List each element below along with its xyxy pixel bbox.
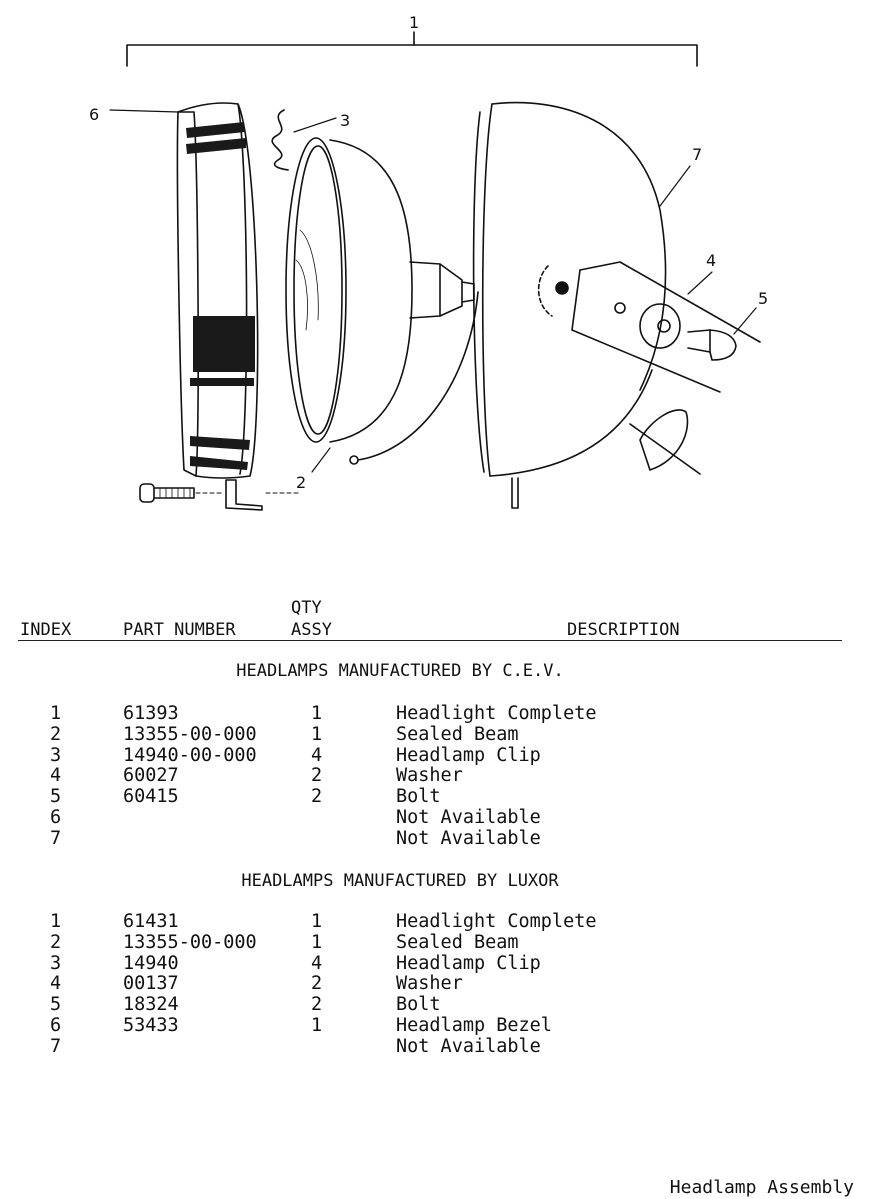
row-description: Headlight Complete: [396, 911, 597, 932]
section-rows-cev: [0, 703, 870, 849]
table-row: [0, 932, 870, 953]
header-description: DESCRIPTION: [567, 620, 680, 640]
table-row: [0, 703, 870, 724]
row-description: Bolt: [396, 786, 441, 808]
row-index: 4: [50, 973, 62, 995]
row-qty: 2: [311, 994, 323, 1016]
row-description: Headlamp Bezel: [396, 1014, 552, 1036]
callout-3: 3: [340, 111, 351, 130]
table-row: [0, 1015, 870, 1036]
section-title-cev: HEADLAMPS MANUFACTURED BY C.E.V.: [236, 661, 564, 681]
callout-6: 6: [89, 105, 100, 124]
row-part-number: 53433: [123, 1014, 179, 1036]
row-part-number: 13355-00-000: [123, 931, 257, 953]
headlamp-exploded-diagram: [0, 0, 870, 560]
table-row: [0, 724, 870, 745]
row-qty: 1: [311, 911, 323, 932]
row-description: Not Available: [396, 1035, 541, 1057]
row-qty: 1: [311, 703, 323, 724]
row-index: 6: [50, 1014, 62, 1036]
table-row: [0, 807, 870, 828]
row-description: Headlight Complete: [396, 703, 597, 724]
row-part-number: 14940-00-000: [123, 744, 257, 766]
row-index: 5: [50, 994, 62, 1016]
table-row: [0, 828, 870, 849]
row-index: 3: [50, 744, 62, 766]
row-qty: 2: [311, 973, 323, 995]
table-row: [0, 994, 870, 1015]
row-index: 7: [50, 827, 62, 849]
row-index: 2: [50, 931, 62, 953]
row-description: Headlamp Clip: [396, 952, 541, 974]
row-index: 7: [50, 1035, 62, 1057]
row-description: Not Available: [396, 806, 541, 828]
table-row: [0, 765, 870, 786]
row-part-number: 61393: [123, 703, 179, 724]
row-part-number: 13355-00-000: [123, 723, 257, 745]
table-row: [0, 786, 870, 807]
row-index: 3: [50, 952, 62, 974]
row-qty: 1: [311, 1014, 323, 1036]
callout-1: 1: [409, 13, 420, 32]
row-qty: 2: [311, 786, 323, 808]
row-qty: 1: [311, 931, 323, 953]
row-qty: 4: [311, 952, 323, 974]
row-part-number: 18324: [123, 994, 179, 1016]
header-rule: [18, 640, 842, 641]
page-caption: Headlamp Assembly: [669, 1177, 854, 1198]
section-rows-luxor: [0, 911, 870, 1057]
row-index: 1: [50, 703, 62, 724]
row-part-number: 14940: [123, 952, 179, 974]
row-index: 2: [50, 723, 62, 745]
row-description: Sealed Beam: [396, 931, 519, 953]
section-title-luxor: HEADLAMPS MANUFACTURED BY LUXOR: [241, 871, 559, 891]
header-qty-line1: QTY: [291, 598, 322, 618]
row-index: 1: [50, 911, 62, 932]
callout-5: 5: [758, 289, 769, 308]
row-index: 4: [50, 765, 62, 787]
callout-2: 2: [296, 473, 307, 492]
row-qty: 2: [311, 765, 323, 787]
row-part-number: 60415: [123, 786, 179, 808]
row-part-number: 00137: [123, 973, 179, 995]
header-part-number: PART NUMBER: [123, 620, 236, 640]
table-row: [0, 953, 870, 974]
table-row: [0, 973, 870, 994]
row-description: Not Available: [396, 827, 541, 849]
callout-4: 4: [706, 251, 717, 270]
row-description: Washer: [396, 765, 463, 787]
table-row: [0, 911, 870, 932]
row-qty: 1: [311, 723, 323, 745]
table-row: [0, 1036, 870, 1057]
callout-7: 7: [692, 145, 703, 164]
header-qty-line2: ASSY: [291, 620, 332, 640]
row-index: 6: [50, 806, 62, 828]
row-description: Sealed Beam: [396, 723, 519, 745]
row-description: Bolt: [396, 994, 441, 1016]
row-part-number: 60027: [123, 765, 179, 787]
table-row: [0, 745, 870, 766]
header-index: INDEX: [20, 620, 72, 640]
row-part-number: 61431: [123, 911, 179, 932]
row-qty: 4: [311, 744, 323, 766]
row-description: Headlamp Clip: [396, 744, 541, 766]
row-description: Washer: [396, 973, 463, 995]
row-index: 5: [50, 786, 62, 808]
